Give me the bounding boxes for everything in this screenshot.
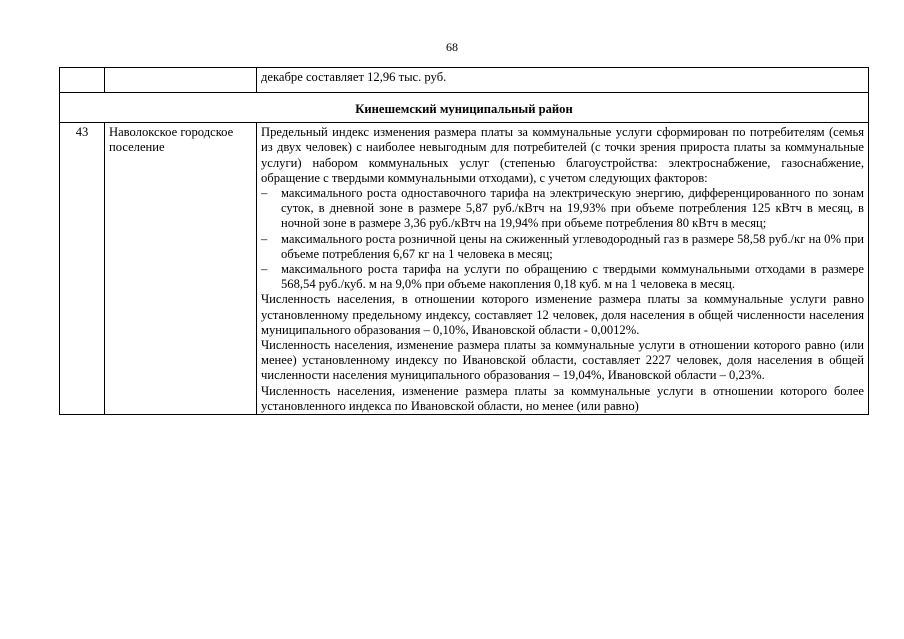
section-row <box>60 93 869 123</box>
continued-row <box>60 68 869 93</box>
population-paragraph: Численность населения, изменение размера платы за коммунальные услуги в отношении которого более установленного индекса по Ивановской области, но менее (или равно) <box>261 383 864 413</box>
row-number: 43 <box>60 123 105 415</box>
dash-marker: – <box>261 262 268 277</box>
table-row <box>60 123 869 415</box>
population-paragraph: Численность населения, в отношении которого изменение размера платы за коммунальные услуги равно установленному предельному индексу, составляет 12 человек, доля населения в общей численности населения муниципального образования – 0,10%, Ивановской области - 0,0012%. <box>261 292 864 337</box>
page-number: 68 <box>446 40 458 54</box>
factor-item <box>261 232 864 262</box>
factor-item <box>261 186 864 232</box>
continued-text-cell: декабре составляет 12,96 тыс. руб. <box>257 68 869 93</box>
section-title: Кинешемский муниципальный район <box>60 93 869 123</box>
continued-name-cell <box>105 68 257 93</box>
factor-text: максимального роста тарифа на услуги по обращению с твердыми коммунальными отходами в размере 568,54 руб./куб. м на 9,0% при объеме накопления 0,18 куб. м на 1 человека в месяц. <box>281 262 864 292</box>
factor-text: максимального роста одноставочного тарифа на электрическую энергию, дифференцированного по зонам суток, в дневной зоне в размере 5,87 руб./кВтч на 19,93% при объеме потребления 125 кВтч в месяц, в ночной зоне в размере 3,36 руб./кВтч на 19,94% при объеме потребления 80 кВтч в месяц; <box>281 186 864 231</box>
tariff-table <box>59 67 869 415</box>
population-paragraph: Численность населения, изменение размера платы за коммунальные услуги в отношении которого равно (или менее) установленному индексу по Ивановской области, составляет 2227 человек, доля населения в общей численности населения муниципального образования – 19,04%, Ивановской области – 0,23%. <box>261 338 864 383</box>
factor-text: максимального роста розничной цены на сжиженный углеводородный газ в размере 58,58 руб./кг на 0% при объеме потребления 6,67 кг на 1 человека в месяц; <box>281 231 864 261</box>
description-cell <box>257 123 869 415</box>
dash-marker: – <box>261 186 268 201</box>
municipality-name: Наволокское городское поселение <box>105 123 257 415</box>
factor-item <box>261 262 864 292</box>
intro-paragraph: Предельный индекс изменения размера платы за коммунальные услуги сформирован по потребителям (семья из двух человек) с наиболее невыгодным для потребителей (с точки зрения прироста платы за коммунальные услуги) набором коммунальных услуг (степенью благоустройства: электроснабжение, газоснабжение, обращение с твердыми коммунальными отходами), с учетом следующих факторов: <box>261 125 864 185</box>
dash-marker: – <box>261 231 268 246</box>
continued-num-cell <box>60 68 105 93</box>
